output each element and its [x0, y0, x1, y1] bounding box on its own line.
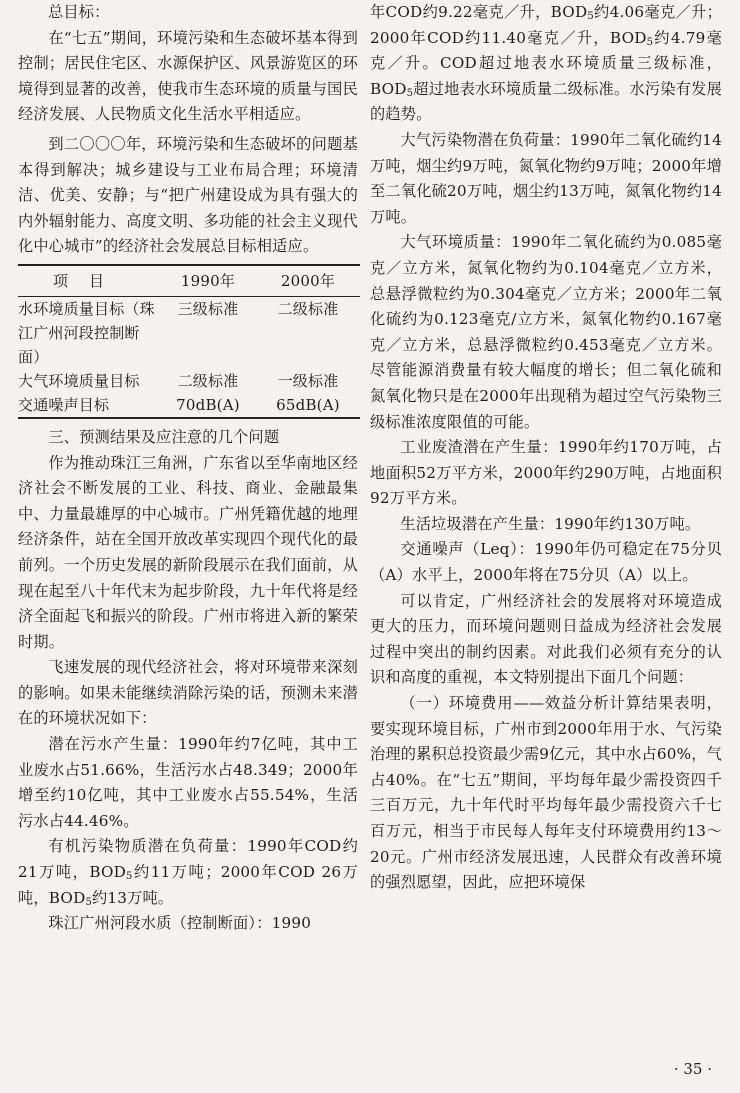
paragraph: 生活垃圾潜在产生量：1990年约130万吨。 — [400, 514, 701, 533]
page-number: · 35 · — [673, 1060, 712, 1078]
subscript: 5 — [406, 87, 414, 99]
paragraph — [18, 834, 358, 911]
table-row — [18, 393, 360, 418]
paragraph — [370, 0, 722, 128]
table-row — [18, 369, 360, 393]
subscript: 5 — [126, 871, 133, 883]
paragraph: 到二〇〇〇年，环境污染和生态破坏的问题基本得到解决；城乡建设与工业布局合理；环境清洁、优美、安静；与“把广州建设成为具有强大的内外辐射能力、高度文明、多功能的社会主义现代化中心城市”的经济社会发展总目标相适应。 — [18, 134, 358, 256]
right-column — [370, 0, 722, 896]
paragraph: （一）环境费用——效益分析计算结果表明，要实现环境目标，广州市到2000年用于水、气污染治理的累积总投资最少需9亿元，其中水占60%，气占40%。在“七五”期间，平均每年最少需投资四千三百万元，九十年代时平均每年最少需投资六千七百万元，相当于市民每人每年支付环境费用约13～20元。广州市经济发展迅速，人民群众有改善环境的强烈愿望，因此，应把环境保 — [370, 694, 722, 892]
table-header-cell: 项目 — [52, 271, 125, 290]
paragraph: 作为推动珠江三角洲，广东省以至华南地区经济社会不断发展的工业、科技、商业、金融最集中、力量最雄厚的中心城市。广州凭籍优越的地理经济条件，站在全国开放改革实现四个现代化的最前列。一个历史发展的新阶段展示在我们面前，从现在起至八十年代末为起步阶段，九十年代将是经济全面起飞和振兴的阶段。广州市将进入新的繁荣时期。 — [18, 453, 358, 651]
subscript: 5 — [587, 11, 594, 22]
table-cell: 水环境质量目标（珠江广州河段控制断面） — [18, 299, 155, 366]
paragraph: 大气污染物潜在负荷量：1990年二氧化硫约14万吨，烟尘约9万吨，氮氧化物约9万吨；2000年增至二氧化硫20万吨，烟尘约13万吨，氮氧化物约14万吨。 — [370, 130, 722, 226]
paragraph: 珠江广州河段水质（控制断面）：1990 — [48, 914, 312, 933]
targets-table — [18, 264, 360, 419]
text-run: 约4.79毫克／升。COD超过地表水环境质量三级标准，BOD — [370, 28, 722, 98]
paragraph: 飞速发展的现代经济社会，将对环境带来深刻的影响。如果未能继续消除污染的话，预测未来潜在的环境状况如下： — [18, 658, 358, 728]
paragraph: 潜在污水产生量：1990年约7亿吨，其中工业废水占51.66%，生活污水占48.349；2000年增至约10亿吨，其中工业废水占55.54%，生活污水占44.46%。 — [18, 735, 358, 830]
table-cell: 一级标准 — [277, 371, 339, 390]
table-cell: 交通噪声目标 — [18, 395, 110, 414]
subscript: 5 — [85, 896, 93, 908]
text-run: 超过地表水环境质量二级标准。水污染有发展的趋势。 — [370, 79, 722, 124]
section-heading: 三、预测结果及应注意的几个问题 — [48, 427, 280, 446]
paragraph: 工业废渣潜在产生量：1990年约170万吨，占地面积52万平方米，2000年约290万吨，占地面积92万平方米。 — [370, 438, 722, 508]
text-run: 约13万吨。 — [92, 888, 174, 907]
text-run: 有机污染物质潜在负荷量：1990年COD约21万吨，BOD — [18, 837, 358, 882]
table-cell: 65dB(A) — [276, 395, 340, 414]
table-cell: 二级标准 — [277, 299, 339, 318]
paragraph: 大气环境质量：1990年二氧化硫约为0.085毫克／立方米，氮氧化物约为0.104毫克／立方米，总悬浮微粒约为0.304毫克／立方米；2000年二氧化硫约为0.123毫克/立方米，氮氧化物约0.167毫克／立方米，总悬浮微粒约0.453毫克／立方米。尽管能源消费量有较大幅度的增长；但二氧化硫和氮氧化物只是在2000年出现稍为超过空气污染物三级标准浓度限值的可能。 — [370, 233, 722, 431]
table-row — [18, 296, 360, 369]
left-column — [18, 0, 358, 937]
table-cell: 70dB(A) — [176, 395, 240, 414]
table-cell: 大气环境质量目标 — [18, 371, 140, 390]
table-header-cell: 2000年 — [280, 271, 336, 290]
paragraph: 交通噪声（Leq）：1990年仍可稳定在75分贝（A）水平上，2000年将在75分贝（A）以上。 — [370, 540, 722, 585]
table-cell: 三级标准 — [177, 299, 239, 318]
subscript: 5 — [646, 36, 654, 48]
general-goal-heading: 总目标： — [48, 3, 110, 21]
text-run: 约11万吨；2000年COD 26万吨，BOD — [18, 863, 358, 907]
paragraph: 在“七五”期间，环境污染和生态破坏基本得到控制；居民住宅区、水源保护区、风景游览区的环境得到显著的改善，使我市生态环境的质量与国民经济发展、人民物质文化生活水平相适应。 — [18, 28, 358, 124]
text-run: 年COD约9.22毫克／升，BOD — [370, 3, 588, 21]
paragraph: 可以肯定，广州经济社会的发展将对环境造成更大的压力，而环境问题则日益成为经济社会发展过程中突出的制约因素。对此我们必须有充分的认识和高度的重视，本文特别提出下面几个问题： — [370, 591, 722, 687]
text-run: 约4.06毫克／升；2000年COD约11.40毫克／升，BOD — [370, 3, 722, 47]
table-header-row — [18, 265, 360, 297]
table-cell: 二级标准 — [177, 371, 239, 390]
table-header-cell: 1990年 — [180, 271, 236, 290]
